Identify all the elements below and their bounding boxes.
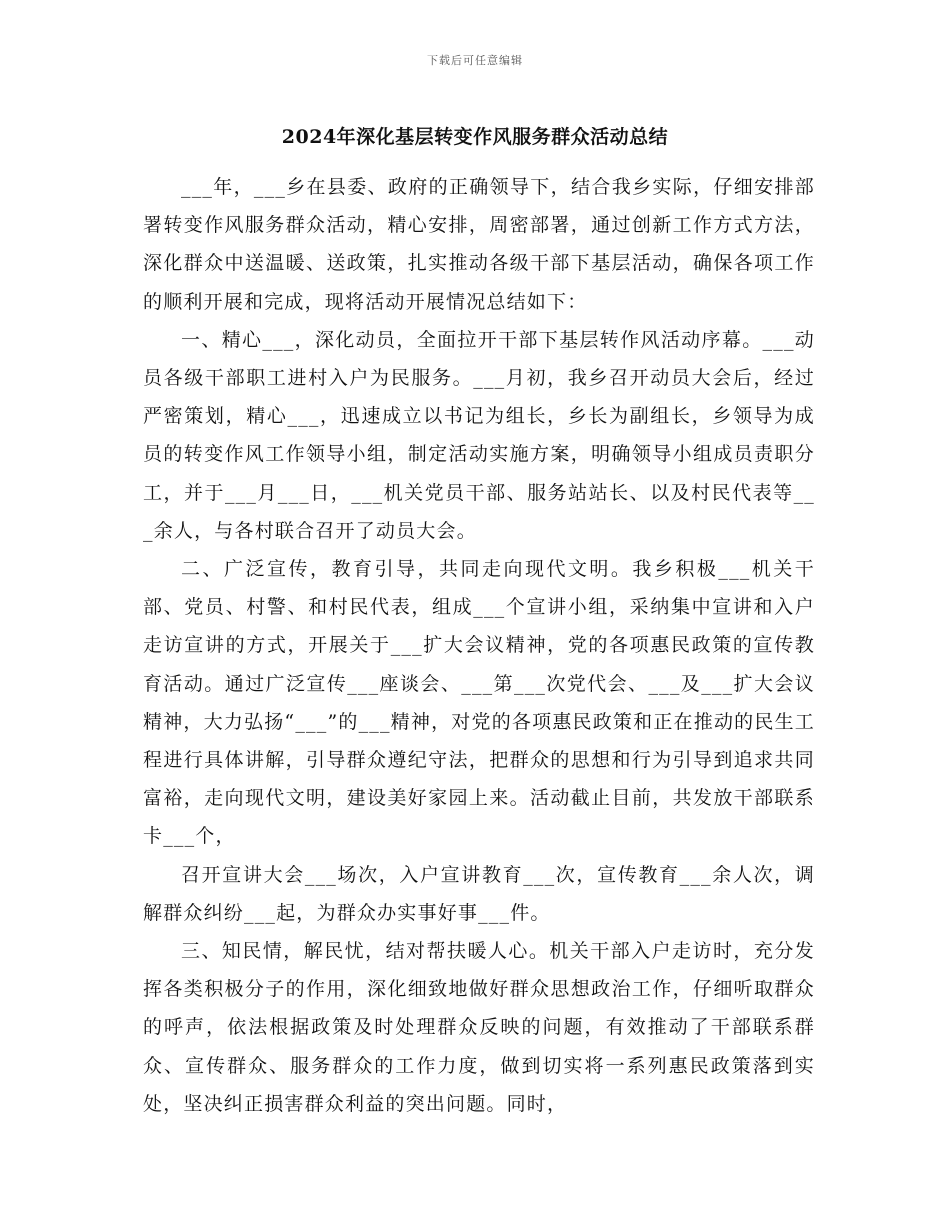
paragraph-section-1: 一、精心___，深化动员，全面拉开干部下基层转作风活动序幕。___动员各级干部职工进村入户为民服务。___月初，我乡召开动员大会后，经过严密策划，精心___，迅速成立以书记为组长，乡长为副组长，乡领导为成员的转变作风工作领导小组，制定活动实施方案，明确领导小组成员责职分工，并于___月___日，___机关党员干部、服务站站长、以及村民代表等___余人，与各村联合召开了动员大会。	[143, 328, 815, 542]
paragraph-section-2: 二、广泛宣传，教育引导，共同走向现代文明。我乡积极___机关干部、党员、村警、和村民代表，组成___个宣讲小组，采纳集中宣讲和入户走访宣讲的方式，开展关于___扩大会议精神，党的各项惠民政策的宣传教育活动。通过广泛宣传___座谈会、___第___次党代会、___及___扩大会议精神，大力弘扬“___”的___精神，对党的各项惠民政策和正在推动的民生工程进行具体讲解，引导群众遵纪守法，把群众的思想和行为引导到追求共同富裕，走向现代文明，建设美好家园上来。活动截止目前，共发放干部联系卡___个，	[143, 558, 815, 848]
document-title: 2024年深化基层转变作风服务群众活动总结	[281, 126, 669, 148]
paragraph-section-2-continued: 召开宣讲大会___场次，入户宣讲教育___次，宣传教育___余人次，调解群众纠纷___起，为群众办实事好事___件。	[143, 863, 815, 924]
page-header-note: 下载后可任意编辑	[427, 54, 523, 67]
paragraph-intro: ___年，___乡在县委、政府的正确领导下，结合我乡实际，仔细安排部署转变作风服务群众活动，精心安排，周密部署，通过创新工作方式方法，深化群众中送温暖、送政策，扎实推动各级干部下基层活动，确保各项工作的顺利开展和完成，现将活动开展情况总结如下：	[143, 176, 815, 313]
document-body	[143, 168, 815, 1123]
paragraph-section-3: 三、知民情，解民忧，结对帮扶暖人心。机关干部入户走访时，充分发挥各类积极分子的作用，深化细致地做好群众思想政治工作，仔细听取群众的呼声，依法根据政策及时处理群众反映的问题，有效推动了干部联系群众、宣传群众、服务群众的工作力度，做到切实将一系列惠民政策落到实处，坚决纠正损害群众利益的突出问题。同时，	[143, 940, 815, 1115]
